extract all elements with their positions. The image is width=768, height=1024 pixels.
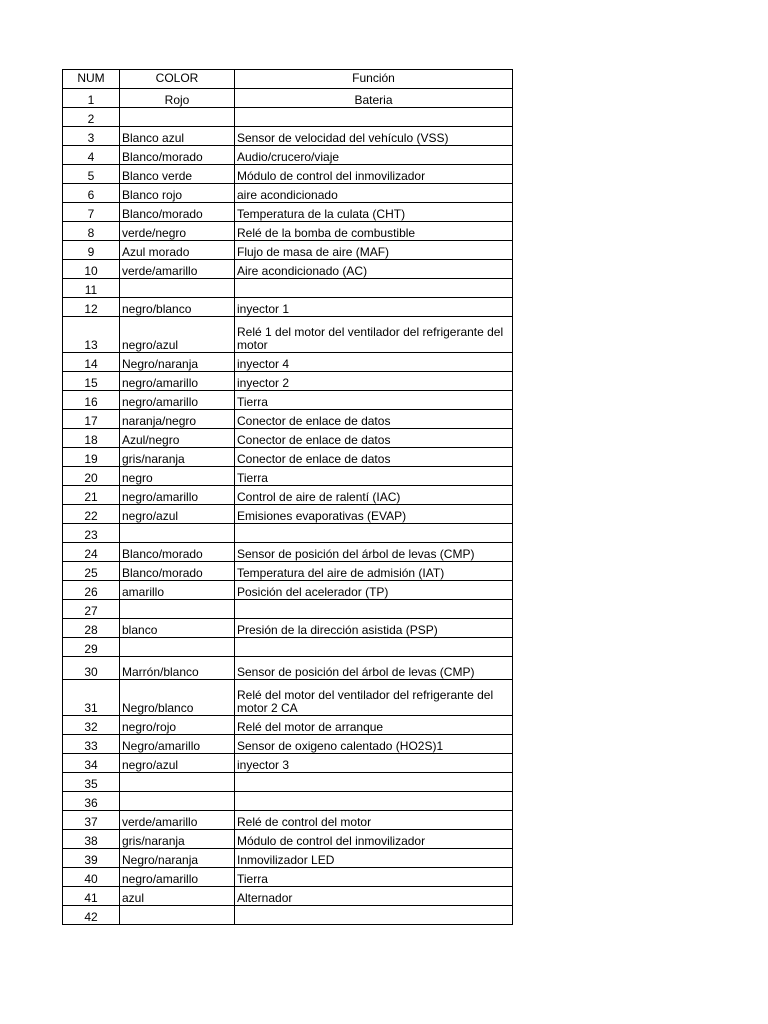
cell-color: [120, 638, 235, 657]
cell-num: 21: [63, 486, 120, 505]
cell-num: 33: [63, 735, 120, 754]
table-row: [63, 108, 513, 127]
cell-function: [235, 600, 513, 619]
table-row: [63, 372, 513, 391]
cell-num: 24: [63, 543, 120, 562]
table-row: [63, 735, 513, 754]
cell-function: Relé del motor del ventilador del refrigerante del motor 2 CA: [235, 680, 513, 716]
cell-function: Conector de enlace de datos: [235, 448, 513, 467]
cell-num: 34: [63, 754, 120, 773]
cell-num: 28: [63, 619, 120, 638]
cell-function: Presión de la dirección asistida (PSP): [235, 619, 513, 638]
cell-color: amarillo: [120, 581, 235, 600]
cell-function: Temperatura de la culata (CHT): [235, 203, 513, 222]
cell-function: Flujo de masa de aire (MAF): [235, 241, 513, 260]
cell-num: 3: [63, 127, 120, 146]
cell-color: Negro/naranja: [120, 353, 235, 372]
cell-color: gris/naranja: [120, 830, 235, 849]
table-row: [63, 773, 513, 792]
cell-color: negro/rojo: [120, 716, 235, 735]
table-row: [63, 562, 513, 581]
cell-function: Sensor de oxigeno calentado (HO2S)1: [235, 735, 513, 754]
table-row: [63, 581, 513, 600]
cell-num: 27: [63, 600, 120, 619]
cell-color: Azul/negro: [120, 429, 235, 448]
table-row: [63, 830, 513, 849]
cell-num: 39: [63, 849, 120, 868]
cell-num: 30: [63, 657, 120, 680]
cell-num: 38: [63, 830, 120, 849]
cell-color: naranja/negro: [120, 410, 235, 429]
cell-color: negro/amarillo: [120, 372, 235, 391]
cell-color: Negro/naranja: [120, 849, 235, 868]
cell-num: 17: [63, 410, 120, 429]
table-row: [63, 146, 513, 165]
table-row: [63, 353, 513, 372]
cell-color: Blanco/morado: [120, 562, 235, 581]
table-row: [63, 222, 513, 241]
table-row: [63, 486, 513, 505]
cell-num: 26: [63, 581, 120, 600]
cell-function: [235, 773, 513, 792]
table-row: [63, 792, 513, 811]
cell-num: 25: [63, 562, 120, 581]
table-row: [63, 600, 513, 619]
cell-num: 10: [63, 260, 120, 279]
cell-color: [120, 279, 235, 298]
cell-function: Relé de la bomba de combustible: [235, 222, 513, 241]
cell-color: negro/azul: [120, 754, 235, 773]
cell-function: Control de aire de ralentí (IAC): [235, 486, 513, 505]
header-row: [63, 70, 513, 89]
cell-num: 14: [63, 353, 120, 372]
header-color: COLOR: [120, 70, 235, 89]
cell-color: Blanco verde: [120, 165, 235, 184]
table-row: [63, 184, 513, 203]
cell-color: Blanco/morado: [120, 146, 235, 165]
cell-function: inyector 1: [235, 298, 513, 317]
table-row: [63, 317, 513, 353]
table-row: [63, 906, 513, 925]
cell-function: Conector de enlace de datos: [235, 410, 513, 429]
table-row: [63, 754, 513, 773]
cell-num: 40: [63, 868, 120, 887]
cell-num: 8: [63, 222, 120, 241]
cell-num: 37: [63, 811, 120, 830]
cell-color: verde/amarillo: [120, 811, 235, 830]
table-row: [63, 868, 513, 887]
cell-num: 11: [63, 279, 120, 298]
cell-function: Tierra: [235, 868, 513, 887]
cell-color: blanco: [120, 619, 235, 638]
cell-num: 15: [63, 372, 120, 391]
cell-function: Relé de control del motor: [235, 811, 513, 830]
table-row: [63, 638, 513, 657]
table-row: [63, 505, 513, 524]
cell-color: negro/azul: [120, 317, 235, 353]
cell-color: Marrón/blanco: [120, 657, 235, 680]
cell-color: Negro/blanco: [120, 680, 235, 716]
table-row: [63, 165, 513, 184]
cell-color: Azul morado: [120, 241, 235, 260]
cell-function: [235, 906, 513, 925]
cell-color: negro/amarillo: [120, 868, 235, 887]
cell-function: Temperatura del aire de admisión (IAT): [235, 562, 513, 581]
cell-color: [120, 524, 235, 543]
table-row: [63, 680, 513, 716]
cell-function: Módulo de control del inmovilizador: [235, 830, 513, 849]
cell-function: Relé del motor de arranque: [235, 716, 513, 735]
cell-color: [120, 108, 235, 127]
cell-function: Audio/crucero/viaje: [235, 146, 513, 165]
table-row: [63, 716, 513, 735]
cell-num: 41: [63, 887, 120, 906]
table-row: [63, 127, 513, 146]
cell-function: Bateria: [235, 89, 513, 108]
cell-num: 6: [63, 184, 120, 203]
cell-color: negro/blanco: [120, 298, 235, 317]
cell-function: Tierra: [235, 391, 513, 410]
cell-function: [235, 279, 513, 298]
cell-function: Emisiones evaporativas (EVAP): [235, 505, 513, 524]
cell-color: Blanco rojo: [120, 184, 235, 203]
cell-function: inyector 2: [235, 372, 513, 391]
header-function: Función: [235, 70, 513, 89]
cell-num: 7: [63, 203, 120, 222]
cell-color: azul: [120, 887, 235, 906]
cell-color: Rojo: [120, 89, 235, 108]
table-row: [63, 543, 513, 562]
table-row: [63, 241, 513, 260]
cell-color: Blanco/morado: [120, 543, 235, 562]
cell-function: Posición del acelerador (TP): [235, 581, 513, 600]
cell-color: [120, 792, 235, 811]
cell-function: Conector de enlace de datos: [235, 429, 513, 448]
table-row: [63, 279, 513, 298]
wiring-table: [62, 69, 513, 925]
cell-function: Tierra: [235, 467, 513, 486]
cell-num: 36: [63, 792, 120, 811]
table-row: [63, 887, 513, 906]
table-row: [63, 203, 513, 222]
cell-color: verde/amarillo: [120, 260, 235, 279]
cell-color: verde/negro: [120, 222, 235, 241]
cell-function: Inmovilizador LED: [235, 849, 513, 868]
table-row: [63, 657, 513, 680]
table-row: [63, 811, 513, 830]
cell-function: [235, 524, 513, 543]
cell-color: negro/amarillo: [120, 391, 235, 410]
table-row: [63, 260, 513, 279]
cell-color: negro: [120, 467, 235, 486]
cell-function: Sensor de posición del árbol de levas (CMP): [235, 657, 513, 680]
cell-color: Blanco/morado: [120, 203, 235, 222]
cell-color: [120, 600, 235, 619]
cell-num: 19: [63, 448, 120, 467]
cell-num: 1: [63, 89, 120, 108]
cell-num: 13: [63, 317, 120, 353]
cell-color: Blanco azul: [120, 127, 235, 146]
table-row: [63, 391, 513, 410]
table-row: [63, 298, 513, 317]
cell-num: 16: [63, 391, 120, 410]
cell-color: Negro/amarillo: [120, 735, 235, 754]
cell-num: 32: [63, 716, 120, 735]
cell-function: Alternador: [235, 887, 513, 906]
cell-num: 12: [63, 298, 120, 317]
cell-num: 18: [63, 429, 120, 448]
cell-num: 22: [63, 505, 120, 524]
cell-function: aire acondicionado: [235, 184, 513, 203]
cell-function: inyector 3: [235, 754, 513, 773]
cell-color: [120, 773, 235, 792]
cell-function: Módulo de control del inmovilizador: [235, 165, 513, 184]
cell-function: Sensor de posición del árbol de levas (CMP): [235, 543, 513, 562]
cell-function: [235, 792, 513, 811]
cell-color: gris/naranja: [120, 448, 235, 467]
cell-num: 23: [63, 524, 120, 543]
table-row: [63, 448, 513, 467]
cell-num: 35: [63, 773, 120, 792]
cell-num: 31: [63, 680, 120, 716]
cell-num: 5: [63, 165, 120, 184]
header-num: NUM: [63, 70, 120, 89]
table-row: [63, 524, 513, 543]
cell-color: [120, 906, 235, 925]
cell-num: 20: [63, 467, 120, 486]
cell-color: negro/azul: [120, 505, 235, 524]
cell-num: 29: [63, 638, 120, 657]
cell-function: Aire acondicionado (AC): [235, 260, 513, 279]
cell-function: Sensor de velocidad del vehículo (VSS): [235, 127, 513, 146]
table-row: [63, 467, 513, 486]
table-row: [63, 619, 513, 638]
cell-function: [235, 108, 513, 127]
table-row: [63, 429, 513, 448]
cell-function: Relé 1 del motor del ventilador del refrigerante del motor: [235, 317, 513, 353]
cell-num: 4: [63, 146, 120, 165]
cell-num: 2: [63, 108, 120, 127]
table-row: [63, 849, 513, 868]
cell-function: inyector 4: [235, 353, 513, 372]
table-row: [63, 89, 513, 108]
cell-function: [235, 638, 513, 657]
cell-num: 9: [63, 241, 120, 260]
cell-color: negro/amarillo: [120, 486, 235, 505]
table-row: [63, 410, 513, 429]
cell-num: 42: [63, 906, 120, 925]
